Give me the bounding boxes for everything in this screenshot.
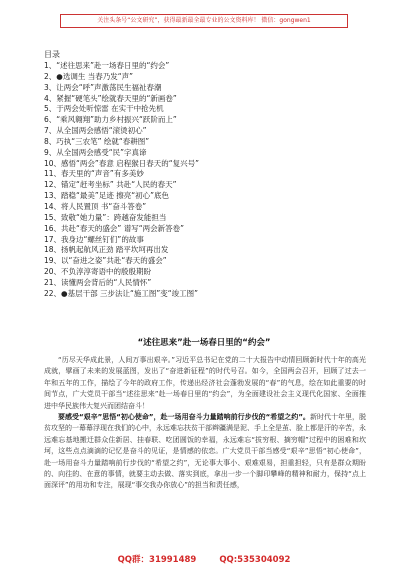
toc-item[interactable]: 21、读懂两会背后的“人民情怀” — [44, 277, 152, 287]
footer-qq: QQ:535304092 — [219, 555, 291, 565]
toc-list — [44, 61, 364, 300]
toc-item[interactable]: 6、“乘风翱翔”助力乡村振兴“跃阶而上” — [44, 115, 177, 125]
footer-contact — [0, 553, 408, 565]
toc-item[interactable]: 2、●选调生 当春乃发“声” — [44, 71, 133, 81]
toc-item[interactable]: 11、春天里的“声音”有多美妙 — [44, 169, 144, 179]
table-of-contents — [44, 50, 364, 300]
toc-item[interactable]: 7、从全国两会感悟“滚烫初心” — [44, 126, 147, 136]
toc-item[interactable]: 17、我身边“螺丝钉们”的故事 — [44, 234, 144, 244]
toc-item[interactable]: 5、于两会处听惊雷 在实干中抢先机 — [44, 104, 164, 114]
toc-item[interactable]: 19、以“奋进之姿”共赴“春天的盛会” — [44, 256, 167, 266]
toc-item[interactable]: 1、“述往思来”赴一场春日里的“约会” — [44, 61, 170, 70]
paragraph-text: “历尽天华成此景，人间万事出艰辛。”习近平总书记在党的二十大报告中动情回顾新时代十年的高光成就，擘画了未来的发展蓝图，发出了“奋进新征程”的时代号召。如今，全国两会召开，回顾了过去一年和五年的工作，描绘了今年的政府工作，传递出经济社会蓬勃发展的“春”的气息，绘在如此重要的时间节点，广大党员干部当“述往思来”赴一场春日里的“约会”，为全面建设社会主义现代化国家、全面推进中华民族伟大复兴而团结奋斗！ — [44, 356, 366, 410]
toc-item[interactable]: 9、从全国两会感受“民”字真谛 — [44, 147, 147, 157]
banner-text: 关注头条号“公文研究”，获得最新最全最专业的公文资料库！ 微信：gongwen1 — [97, 17, 311, 24]
paragraph-text: 新时代十年里，脱贫攻坚的一幕幕浮现在我们的心中，永远难忘扶贫干部辫疆满是泥、手上全是茧、脸上都是汗的辛苦，永远难忘基地搬迁群众住新居、挂春联、吃团圆饭的幸福，永远难忘“拔穷根、摘穷帽”过程中的困难和坎坷，这些点点滴滴的记忆是奋斗的见证，是情感的依恋。广大党员干部当感受“艰辛”思悟“初心使命”，赴一场用奋斗力量踏响前行步伐的“希望之约”，无论事大事小、艰难艰易，担重担轻，只有是群众期盼的、向往的、在意的事情，就要主动去做、落实到底，拿出一步一个脚印攀峰的精神和耐力，保持“点上面深评”的用功和专注，展现“事交我办你放心”的担当和责任感， — [44, 413, 366, 490]
toc-item[interactable]: 22、●基层干部 三步法让“施工图”变“竣工图” — [44, 288, 199, 298]
toc-title: 目录 — [44, 50, 60, 59]
toc-item[interactable]: 8、巧执“三农笔” 绘就“春耕图” — [44, 136, 150, 146]
toc-item[interactable]: 20、不负淳淳寄语中的殷殷期盼 — [44, 267, 152, 277]
toc-item[interactable]: 18、扬帆起航风正劲 踏平坎坷再出发 — [44, 245, 169, 255]
toc-item[interactable]: 15、致敬“她力量”：跨越奋发能担当 — [44, 212, 167, 222]
footer-qq-group: QQ群：31991489 — [117, 555, 197, 565]
toc-item[interactable]: 13、踏稳“最美”足迹 擦亮“初心”底色 — [44, 191, 169, 201]
article-paragraph — [44, 355, 366, 412]
article-paragraph — [44, 412, 366, 492]
toc-item[interactable]: 14、将人民置顶 书“奋斗答卷” — [44, 201, 147, 211]
toc-item[interactable]: 16、共赴“春天的盛会” 谱写“两会新答卷” — [44, 223, 184, 233]
article-body — [44, 355, 366, 492]
article-title: “述往思来”赴一场春日里的“约会” — [137, 338, 271, 348]
toc-item[interactable]: 10、感悟“两会”春意 启程猴日春天的“复兴号” — [44, 158, 199, 168]
toc-item[interactable]: 3、让两会“呼”声激荡民生福祉春潮 — [44, 82, 162, 92]
header-banner — [60, 14, 348, 28]
toc-item[interactable]: 4、紧握“硬笔头”绘就春天里的“新画卷” — [44, 93, 177, 103]
paragraph-lead: 要感受“艰辛”思悟“初心使命”，赴一场用奋斗力量踏响前行步伐的“希望之约”。 — [58, 413, 310, 422]
toc-item[interactable]: 12、锚定“赶考坐标” 共赴“人民的春天” — [44, 180, 177, 190]
